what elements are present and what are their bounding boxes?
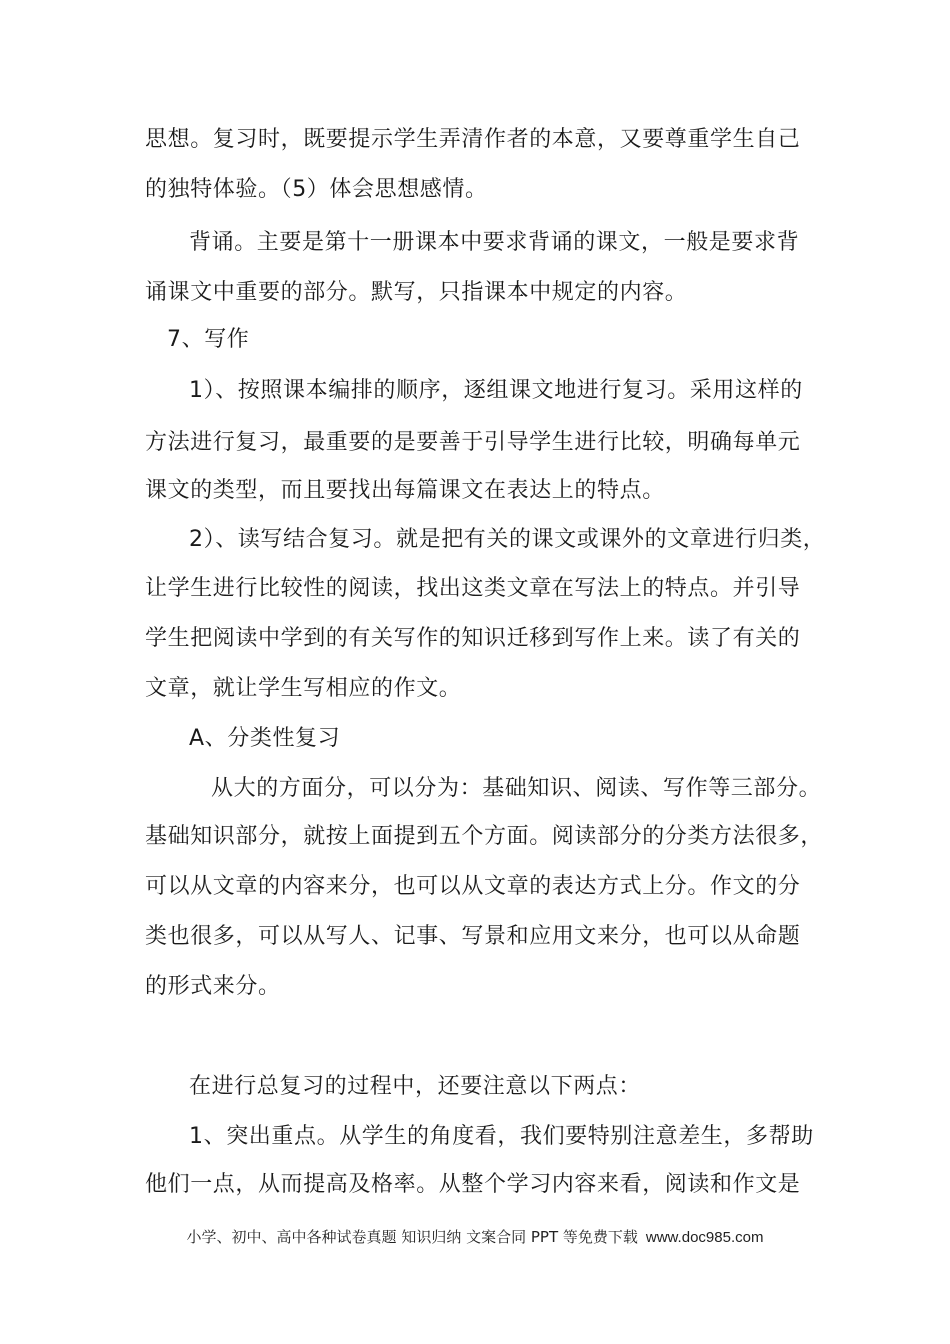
footer-text: 小学、初中、高中各种试卷真题 知识归纳 文案合同 PPT 等免费下载 <box>186 1228 638 1246</box>
text-line-9: 2）、读写结合复习。就是把有关的课文或课外的文章进行归类， <box>189 527 826 552</box>
footer-url-link[interactable]: www.doc985.com <box>645 1229 764 1246</box>
text-line-16: 可以从文章的内容来分，也可以从文章的表达方式上分。作文的分 <box>145 874 801 899</box>
text-line-14: 从大的方面分，可以分为：基础知识、阅读、写作等三部分。 <box>211 776 822 801</box>
subheading-classification-review: A、分类性复习 <box>189 726 341 751</box>
text-line-1: 思想。复习时，既要提示学生弄清作者的本意，又要尊重学生自己 <box>145 127 801 152</box>
text-line-17: 类也很多，可以从写人、记事、写景和应用文来分，也可以从命题 <box>145 924 801 949</box>
text-line-8: 课文的类型，而且要找出每篇课文在表达上的特点。 <box>145 478 665 503</box>
page-footer <box>0 1226 950 1249</box>
text-line-18: 的形式来分。 <box>145 974 281 999</box>
text-line-15: 基础知识部分，就按上面提到五个方面。阅读部分的分类方法很多， <box>145 824 824 849</box>
text-line-19: 在进行总复习的过程中，还要注意以下两点： <box>189 1074 642 1099</box>
text-line-12: 文章，就让学生写相应的作文。 <box>145 676 462 701</box>
text-line-11: 学生把阅读中学到的有关写作的知识迁移到写作上来。读了有关的 <box>145 626 801 651</box>
text-line-7: 方法进行复习，最重要的是要善于引导学生进行比较，明确每单元 <box>145 430 801 455</box>
section-heading-writing: 7、写作 <box>167 327 250 352</box>
text-line-20: 1、突出重点。从学生的角度看，我们要特别注意差生，多帮助 <box>189 1124 814 1149</box>
text-line-4: 诵课文中重要的部分。默写，只指课本中规定的内容。 <box>145 280 688 305</box>
text-line-6: 1）、按照课本编排的顺序，逐组课文地进行复习。采用这样的 <box>189 378 803 403</box>
text-line-3: 背诵。主要是第十一册课本中要求背诵的课文，一般是要求背 <box>189 230 800 255</box>
text-line-21: 他们一点，从而提高及格率。从整个学习内容来看，阅读和作文是 <box>145 1172 801 1197</box>
text-line-10: 让学生进行比较性的阅读，找出这类文章在写法上的特点。并引导 <box>145 576 801 601</box>
text-line-2: 的独特体验。（5）体会思想感情。 <box>145 177 488 202</box>
